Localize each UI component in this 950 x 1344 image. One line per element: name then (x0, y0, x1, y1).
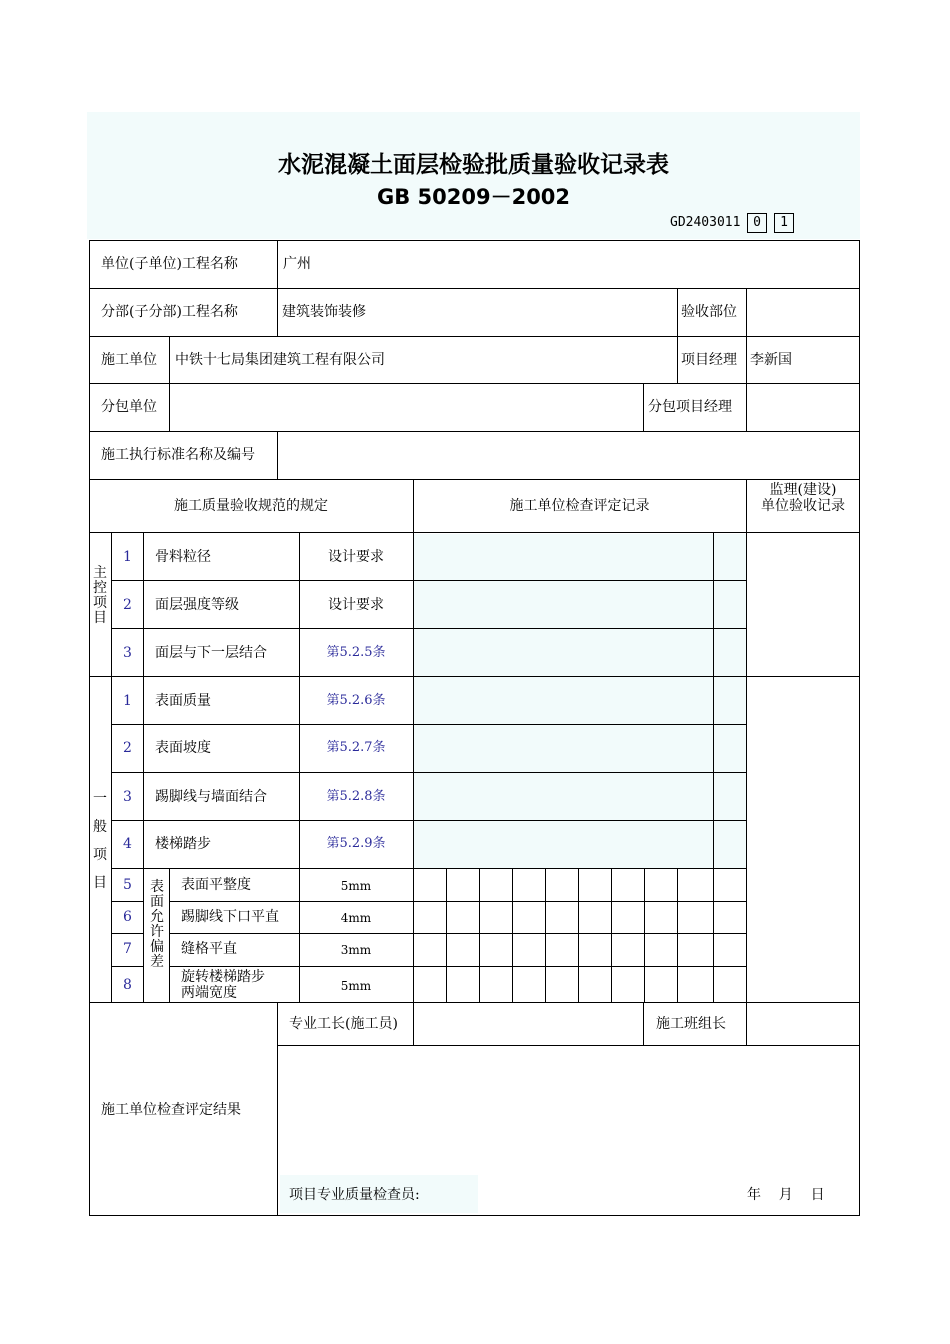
tolerance-item-name: 踢脚线下口平直 (181, 909, 279, 925)
team-leader-label: 施工班组长 (656, 1016, 726, 1032)
sub-project-value[interactable]: 建筑装饰装修 (282, 304, 366, 320)
sub-project-label: 分部(子分部)工程名称 (101, 304, 238, 320)
general-item-no: 2 (123, 740, 132, 756)
main-item-name: 面层与下一层结合 (155, 645, 267, 661)
supervisor-header-2: 单位验收记录 (761, 498, 845, 514)
tolerance-item-no: 6 (123, 909, 132, 925)
sub-pm-label: 分包项目经理 (648, 399, 732, 415)
general-item-no: 3 (123, 789, 132, 805)
part-label: 验收部位 (681, 304, 737, 320)
tolerance-label: 表面允许偏差 (150, 879, 164, 970)
contractor-value[interactable]: 中铁十七局集团建筑工程有限公司 (175, 352, 385, 368)
tolerance-item-name-line2: 两端宽度 (181, 985, 237, 1001)
general-item-req: 第5.2.8条 (326, 789, 386, 804)
general-item-name: 表面坡度 (155, 740, 211, 756)
date-label: 年 月 日 (747, 1187, 825, 1203)
inspector-label: 项目专业质量检查员: (289, 1187, 420, 1203)
main-item-name: 面层强度等级 (155, 597, 239, 613)
general-item-no: 1 (123, 693, 132, 709)
unit-label: 单位(子单位)工程名称 (101, 256, 238, 272)
subcontractor-label: 分包单位 (101, 399, 157, 415)
tolerance-item-req: 4mm (340, 911, 372, 925)
pm-value[interactable]: 李新国 (750, 352, 792, 368)
main-item-name: 骨料粒径 (155, 549, 211, 565)
tolerance-item-req: 5mm (340, 879, 372, 893)
tolerance-item-no: 8 (123, 977, 132, 993)
main-item-req: 第5.2.5条 (326, 645, 386, 660)
result-label: 施工单位检查评定结果 (101, 1102, 241, 1118)
main-item-no: 2 (123, 597, 132, 613)
tolerance-item-req: 3mm (340, 943, 372, 957)
tolerance-item-name: 旋转楼梯踏步 (181, 969, 265, 985)
tolerance-item-req: 5mm (340, 979, 372, 993)
main-item-no: 3 (123, 645, 132, 661)
pm-label: 项目经理 (681, 352, 737, 368)
main-item-no: 1 (123, 549, 132, 565)
supervisor-header-1: 监理(建设) (769, 482, 837, 498)
general-items-label: 一般项目 (93, 791, 107, 891)
tolerance-item-no: 5 (123, 877, 132, 893)
standard-label: 施工执行标准名称及编号 (101, 447, 255, 463)
general-item-req: 第5.2.9条 (326, 836, 386, 851)
standard-code: GB 50209－2002 (376, 185, 571, 209)
main-item-req: 设计要求 (328, 597, 384, 613)
main-control-label: 主控项目 (93, 565, 107, 626)
spec-header: 施工质量验收规范的规定 (174, 498, 328, 514)
form-code: GD2403011 (670, 215, 741, 230)
general-item-req: 第5.2.7条 (326, 740, 386, 755)
general-item-name: 表面质量 (155, 693, 211, 709)
main-item-req: 设计要求 (328, 549, 384, 565)
code-box-1[interactable]: 0 (747, 213, 767, 233)
form-title: 水泥混凝土面层检验批质量验收记录表 (278, 152, 669, 178)
general-item-name: 楼梯踏步 (155, 836, 211, 852)
unit-value[interactable]: 广州 (283, 256, 311, 272)
tolerance-item-no: 7 (123, 941, 132, 957)
general-item-no: 4 (123, 836, 132, 852)
tolerance-item-name: 表面平整度 (181, 877, 251, 893)
contractor-label: 施工单位 (101, 352, 157, 368)
foreman-label: 专业工长(施工员) (289, 1016, 398, 1032)
record-header: 施工单位检查评定记录 (509, 498, 650, 514)
general-item-req: 第5.2.6条 (326, 693, 386, 708)
tolerance-item-name: 缝格平直 (181, 941, 237, 957)
general-item-name: 踢脚线与墙面结合 (155, 789, 267, 805)
code-box-2[interactable]: 1 (774, 213, 794, 233)
